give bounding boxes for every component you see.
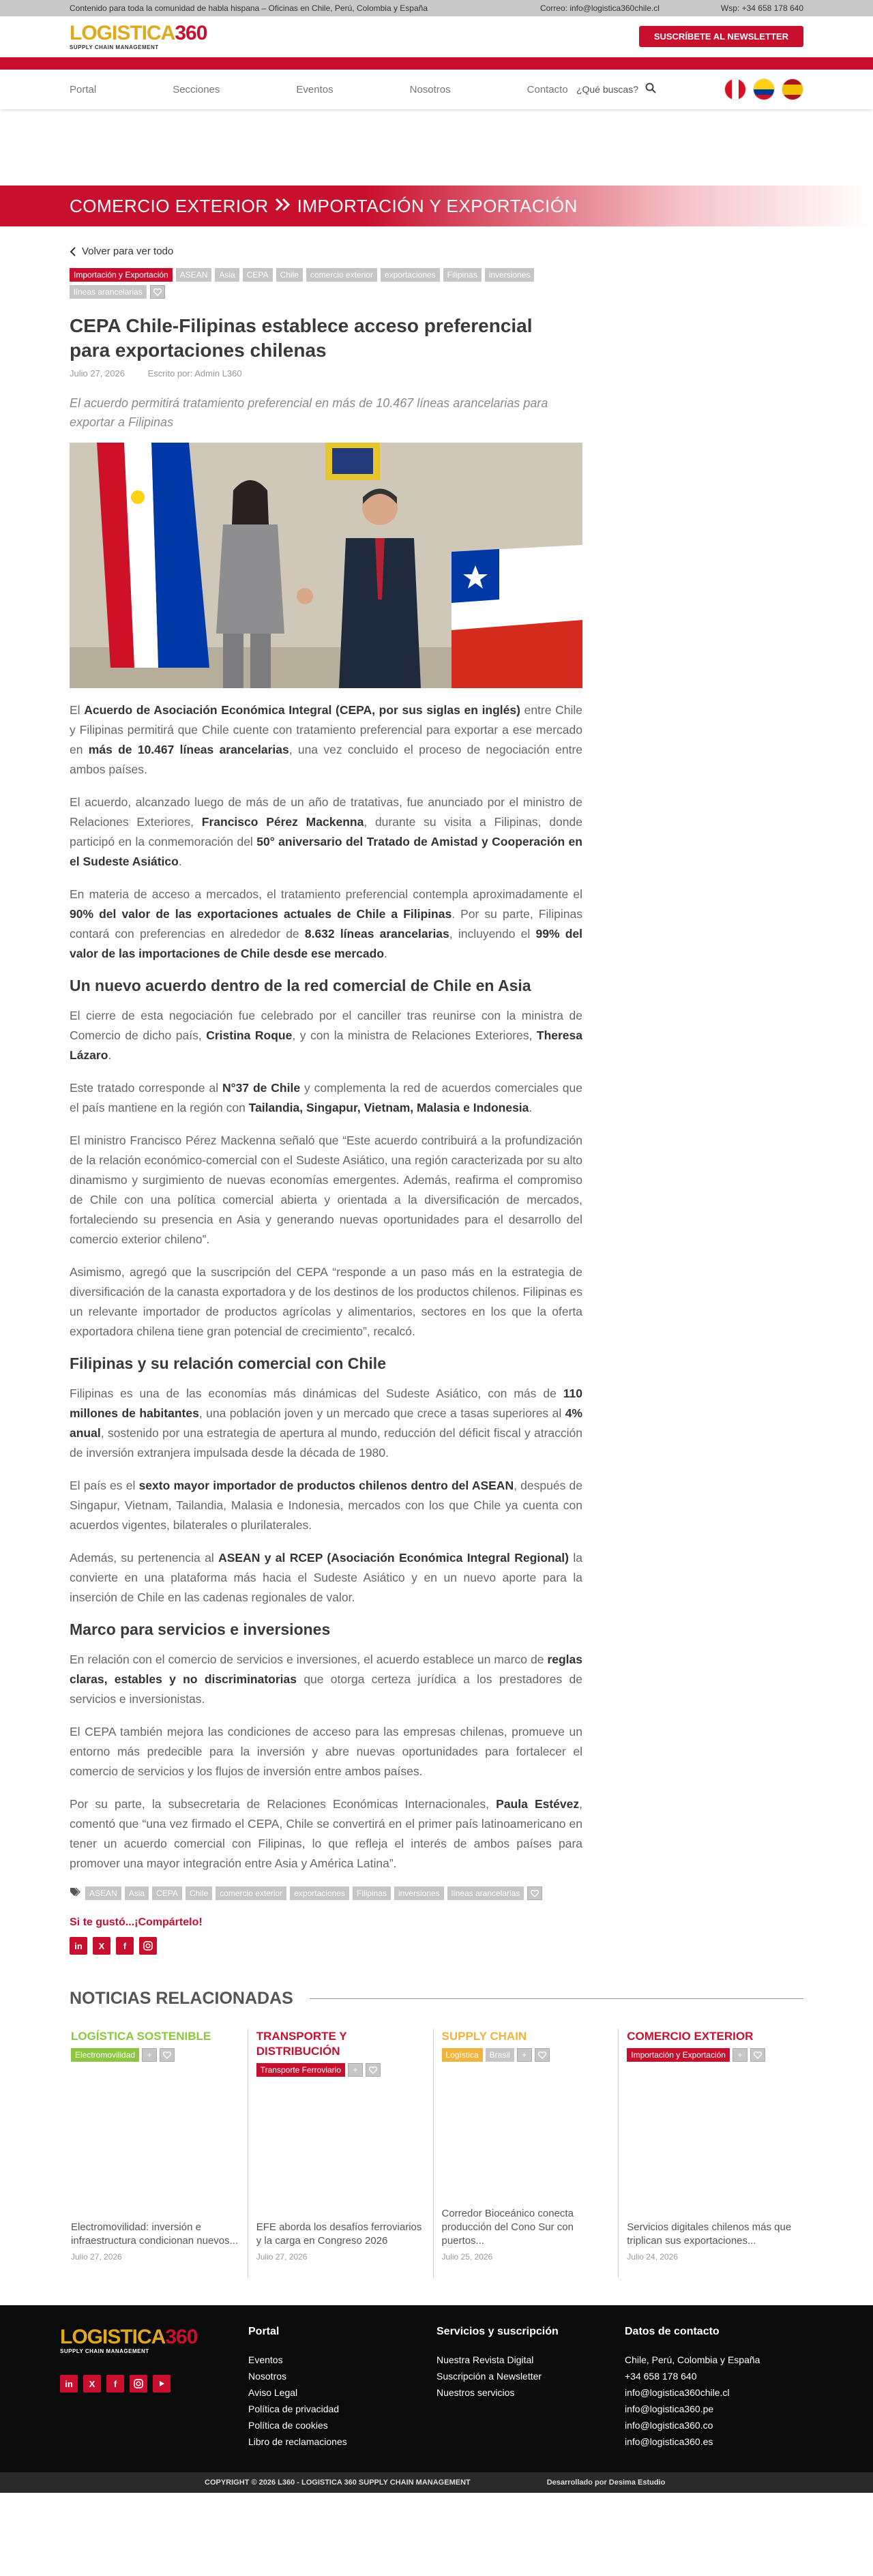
heart-icon[interactable] (150, 285, 165, 299)
developer-credit[interactable]: Desarrollado por Desima Estudio (546, 2478, 666, 2487)
related-header (70, 1989, 803, 2009)
article-paragraph: En relación con el comercio de servicios e inversiones, el acuerdo establece un marco de reglas claras, estables y no discriminatorias que otorga certeza jurídica a los prestadores de servicios e inversionistas. (70, 1653, 583, 1706)
tag-item[interactable]: exportaciones (381, 268, 440, 282)
article-paragraph: El cierre de esta negociación fue celebrado por el canciller tras reunirse con la ministra de Comercio de dicho país, Cristina Roque, y con la ministra de Relaciones Exteriores, Theresa Lázaro. (70, 1009, 582, 1062)
copyright-text: COPYRIGHT © 2026 L360 - LOGISTICA 360 SUPPLY CHAIN MANAGEMENT (205, 2478, 471, 2487)
related-item[interactable] (70, 2029, 248, 2278)
article-date: Julio 27, 2026 (70, 368, 125, 379)
related-list (70, 2029, 803, 2278)
article-tags (70, 268, 588, 299)
article-paragraph: El ministro Francisco Pérez Mackenna señaló que “Este acuerdo contribuirá a la profundización de la relación económico-comercial con el Sudeste Asiático, una región caracterizada por su alto dinamismo y surgimiento de nuevas economías emergentes. Además, reafirma el compromiso de Chile con una política comercial abierta y orientada a la diversificación de mercados, fortaleciendo su presencia en Asia y generando nuevas oportunidades para el desarrollo del comercio exterior chileno”. (70, 1134, 582, 1246)
plus-icon[interactable]: + (733, 2048, 748, 2062)
tag-item[interactable]: Filipinas (353, 1886, 391, 1900)
banner-subcategory[interactable]: IMPORTACIÓN Y EXPORTACIÓN (297, 195, 578, 216)
article-meta (70, 368, 803, 379)
article-paragraph: Este tratado corresponde al N°37 de Chile y complementa la red de acuerdos comerciales que el país mantiene en la región con Tailandia, Singapur, Vietnam, Malasia e Indonesia. (70, 1081, 582, 1114)
site-footer (0, 2305, 873, 2493)
plus-icon[interactable]: + (142, 2048, 157, 2062)
article-paragraph: El país es el sexto mayor importador de productos chilenos dentro del ASEAN, después de Singapur, Vietnam, Tailandia, Malasia e Indonesia, mercados con los que Chile ya cuenta con acuerdos vigentes, bilaterales o plurilaterales. (70, 1479, 582, 1532)
site-header (0, 16, 873, 57)
related-title[interactable]: Corredor Bioceánico conecta producción del Cono Sur con puertos... (441, 2208, 574, 2247)
article-paragraph: El CEPA también mejora las condiciones de acceso para las empresas chilenas, promueve un entorno más predecible para la inversión y abre nuevas oportunidades para fortalecer el comercio de servicios y los flujos de inversión entre ambos países. (70, 1725, 582, 1778)
linkedin-icon[interactable]: in (70, 1937, 87, 1955)
chevron-left-icon (70, 247, 76, 256)
related-category[interactable]: LOGÍSTICA SOSTENIBLE (71, 2030, 211, 2043)
footer-heading: Servicios y suscripción (436, 2326, 559, 2337)
footer-contact-line[interactable]: info@logistica360chile.cl (625, 2387, 730, 2398)
top-info-bar (0, 0, 873, 16)
share-buttons (70, 1937, 803, 1955)
linkedin-icon[interactable]: in (60, 2375, 78, 2393)
instagram-icon[interactable] (139, 1937, 157, 1955)
nav-item-contacto[interactable]: Contacto (527, 83, 568, 95)
related-date: Julio 27, 2026 (71, 2252, 122, 2262)
back-link[interactable] (70, 246, 803, 257)
logo-tagline: SUPPLY CHAIN MANAGEMENT (70, 44, 159, 50)
footer-contact-line[interactable]: info@logistica360.pe (625, 2403, 714, 2414)
plus-icon[interactable]: + (517, 2048, 532, 2062)
article-paragraph: Por su parte, la subsecretaria de Relaciones Económicas Internacionales, Paula Estévez, comentó que “una vez firmado el CEPA, Chile se convertirá en el primer país latinoamericano en tener un acuerdo comercial con Filipinas, lo que refleja el interés de ambos países para promover una mayor integración entre Asia y América Latina”. (70, 1797, 583, 1870)
tag-item[interactable]: Transporte Ferroviario (256, 2063, 345, 2077)
footer-link[interactable]: Política de cookies (248, 2420, 328, 2431)
footer-link[interactable]: Política de privacidad (248, 2403, 340, 2414)
logo-text: LOGISTICA (70, 21, 175, 44)
article-paragraph: El acuerdo, alcanzado luego de más de un año de tratativas, fue anunciado por el ministro de Relaciones Exteriores, Francisco Pérez Mackenna, durante su visita a Filipinas, donde participó en la conmemoración del 50° aniversario del Tratado de Amistad y Cooperación en el Sudeste Asiático. (70, 795, 582, 868)
header-red-bar (0, 57, 873, 70)
tag-item[interactable]: Asia (125, 1886, 149, 1900)
tag-item[interactable]: comercio exterior (216, 1886, 286, 1900)
facebook-icon[interactable]: f (116, 1937, 134, 1955)
nav-item-eventos[interactable]: Eventos (296, 83, 334, 95)
tag-item[interactable]: Brasil (486, 2048, 514, 2062)
footer-contact-line[interactable]: +34 658 178 640 (625, 2371, 697, 2382)
instagram-icon[interactable] (130, 2375, 147, 2393)
nav-item-nosotros[interactable]: Nosotros (409, 83, 451, 95)
nav-item-secciones[interactable]: Secciones (173, 83, 220, 95)
related-item[interactable] (255, 2029, 434, 2278)
tag-item[interactable]: Asia (215, 268, 239, 282)
tags-icon (70, 1887, 82, 1900)
footer-heading: Datos de contacto (625, 2326, 720, 2337)
related-title[interactable]: Electromovilidad: inversión e infraestructura condicionan nuevos... (71, 2221, 239, 2247)
footer-link[interactable]: Nuestra Revista Digital (436, 2354, 534, 2365)
tag-item[interactable]: Importación y Exportación (627, 2048, 730, 2062)
tag-item[interactable]: inversiones (485, 268, 535, 282)
footer-contact-line[interactable]: info@logistica360.es (625, 2436, 713, 2447)
heart-icon[interactable] (160, 2048, 175, 2062)
peru-flag-icon[interactable] (724, 78, 746, 100)
youtube-icon[interactable] (153, 2375, 171, 2393)
related-item[interactable] (441, 2029, 619, 2278)
facebook-icon[interactable]: f (106, 2375, 124, 2393)
top-phone[interactable]: Wsp: +34 658 178 640 (720, 3, 803, 13)
x-icon[interactable]: X (83, 2375, 101, 2393)
tag-item[interactable]: CEPA (243, 268, 273, 282)
related-date: Julio 25, 2026 (441, 2252, 493, 2262)
footer-link[interactable]: Nuestros servicios (436, 2387, 515, 2398)
footer-contact-line: Chile, Perú, Colombia y España (625, 2354, 760, 2365)
double-chevron-icon (274, 196, 292, 217)
footer-link[interactable]: Nosotros (248, 2371, 287, 2382)
tag-item[interactable]: ASEAN (85, 1886, 121, 1900)
related-title: NOTICIAS RELACIONADAS (70, 1989, 293, 2008)
related-date: Julio 27, 2026 (256, 2252, 308, 2262)
spain-flag-icon[interactable] (782, 78, 803, 100)
footer-logo[interactable]: LOGISTICA360 SUPPLY CHAIN MANAGEMENT (60, 2326, 198, 2354)
footer-portal (248, 2326, 436, 2493)
colombia-flag-icon[interactable] (753, 78, 775, 100)
category-banner (0, 186, 873, 226)
footer-heading: Portal (248, 2326, 280, 2337)
heart-icon[interactable] (527, 1886, 542, 1900)
article-paragraph: Filipinas es una de las economías más dinámicas del Sudeste Asiático, con más de 110 millones de habitantes, una población joven y un mercado que crece a tasas superiores al 4% anual, sostenido por una estrategia de apertura al mundo, reducción del déficit fiscal y atracción de inversión extranjera impulsada desde la década de 1980. (70, 1387, 582, 1460)
article-title: CEPA Chile-Filipinas establece acceso preferencial para exportaciones chilenas (70, 315, 533, 361)
footer-contact (625, 2326, 813, 2493)
tag-item[interactable]: líneas arancelarias (70, 285, 147, 299)
footer-link[interactable]: Suscripción a Newsletter (436, 2371, 542, 2382)
article-paragraph: En materia de acceso a mercados, el tratamiento preferencial contempla aproximadamente el 90% del valor de las exportaciones actuales de Chile a Filipinas. Por su parte, Filipinas contará con preferencias en alrededor de 8.632 líneas arancelarias, incluyendo el 99% del valor de las importaciones de Chile desde ese mercado. (70, 887, 582, 960)
x-icon[interactable]: X (93, 1937, 110, 1955)
search-label[interactable]: ¿Qué buscas? (576, 84, 638, 95)
related-date: Julio 24, 2026 (627, 2252, 678, 2262)
heart-icon[interactable] (750, 2048, 765, 2062)
search-icon[interactable] (645, 83, 656, 97)
article-paragraph: Asimismo, agregó que la suscripción del CEPA “responde a un paso más en la estrategia de diversificación de la canasta exportadora y de los destinos de los productos chilenos. Filipinas es un relevante importador de productos agrícolas y alimentarios, sectores en los que la oferta exportadora chilena tiene gran potencial de crecimiento”, recalcó. (70, 1265, 582, 1338)
article-author: Escrito por: Admin L360 (147, 368, 242, 379)
related-title[interactable]: EFE aborda los desafíos ferroviarios y la carga en Congreso 2026 (256, 2221, 422, 2247)
heart-icon[interactable] (366, 2063, 381, 2077)
footer-link[interactable]: Aviso Legal (248, 2387, 298, 2398)
tag-item[interactable]: Chile (186, 1886, 212, 1900)
tag-item[interactable]: líneas arancelarias (447, 1886, 524, 1900)
heart-icon[interactable] (535, 2048, 550, 2062)
article-body (70, 700, 582, 1874)
tag-item[interactable]: Electromovilidad (71, 2048, 139, 2062)
article-subtitle: El acuerdo permitirá tratamiento preferencial en más de 10.467 líneas arancelarias para exportar a Filipinas (70, 396, 548, 429)
logo-number: 360 (175, 21, 207, 44)
newsletter-button[interactable]: SUSCRÍBETE AL NEWSLETTER (639, 26, 803, 47)
section-heading: Marco para servicios e inversiones (70, 1620, 331, 1638)
tag-item[interactable]: Logística (442, 2048, 483, 2062)
related-item[interactable] (625, 2029, 803, 2278)
related-category[interactable]: COMERCIO EXTERIOR (627, 2030, 754, 2043)
back-link-label: Volver para ver todo (82, 246, 174, 257)
tag-item[interactable]: CEPA (152, 1886, 182, 1900)
tag-item[interactable]: Chile (276, 268, 303, 282)
related-category[interactable]: SUPPLY CHAIN (441, 2030, 527, 2043)
footer-link[interactable]: Libro de reclamaciones (248, 2436, 347, 2447)
banner-category[interactable]: COMERCIO EXTERIOR (70, 195, 269, 216)
article-hero-image (70, 443, 582, 688)
bottom-tags (70, 1886, 803, 1900)
top-email[interactable]: Correo: info@logistica360chile.cl (539, 3, 660, 13)
site-logo[interactable] (70, 23, 207, 50)
related-category[interactable]: TRANSPORTE Y DISTRIBUCIÓN (256, 2030, 347, 2058)
tag-item[interactable]: inversiones (394, 1886, 444, 1900)
copyright-bar (0, 2472, 873, 2493)
top-info-text: Contenido para toda la comunidad de habla hispana – Oficinas en Chile, Perú, Colombia y España (70, 3, 428, 13)
share-title: Si te gustó...¡Compártelo! (70, 1916, 203, 1928)
tag-item[interactable]: comercio exterior (306, 268, 377, 282)
tag-item[interactable]: ASEAN (176, 268, 212, 282)
footer-link[interactable]: Eventos (248, 2354, 283, 2365)
nav-item-portal[interactable]: Portal (70, 83, 97, 95)
tag-item[interactable]: exportaciones (290, 1886, 349, 1900)
footer-contact-line[interactable]: info@logistica360.co (625, 2420, 713, 2431)
section-heading: Filipinas y su relación comercial con Chile (70, 1354, 386, 1372)
article-paragraph: El Acuerdo de Asociación Económica Integral (CEPA, por sus siglas en inglés) entre Chile y Filipinas permitirá que Chile cuente con tratamiento preferencial para exportar a ese mercado en más de 10.467 líneas arancelarias, una vez concluido el proceso de negociación entre ambos países. (70, 703, 583, 776)
section-heading: Un nuevo acuerdo dentro de la red comercial de Chile en Asia (70, 977, 531, 994)
article-paragraph: Además, su pertenencia al ASEAN y al RCEP (Asociación Económica Integral Regional) la convierte en una plataforma más hacia el Sudeste Asiático y en un nuevo aporte para la inserción de Chile en las cadenas regionales de valor. (70, 1551, 582, 1604)
tag-item[interactable]: Filipinas (443, 268, 482, 282)
main-nav (0, 70, 873, 109)
tag-item[interactable]: Importación y Exportación (70, 268, 173, 282)
plus-icon[interactable]: + (348, 2063, 363, 2077)
footer-services (436, 2326, 625, 2493)
related-title[interactable]: Servicios digitales chilenos más que triplican sus exportaciones... (627, 2221, 792, 2247)
